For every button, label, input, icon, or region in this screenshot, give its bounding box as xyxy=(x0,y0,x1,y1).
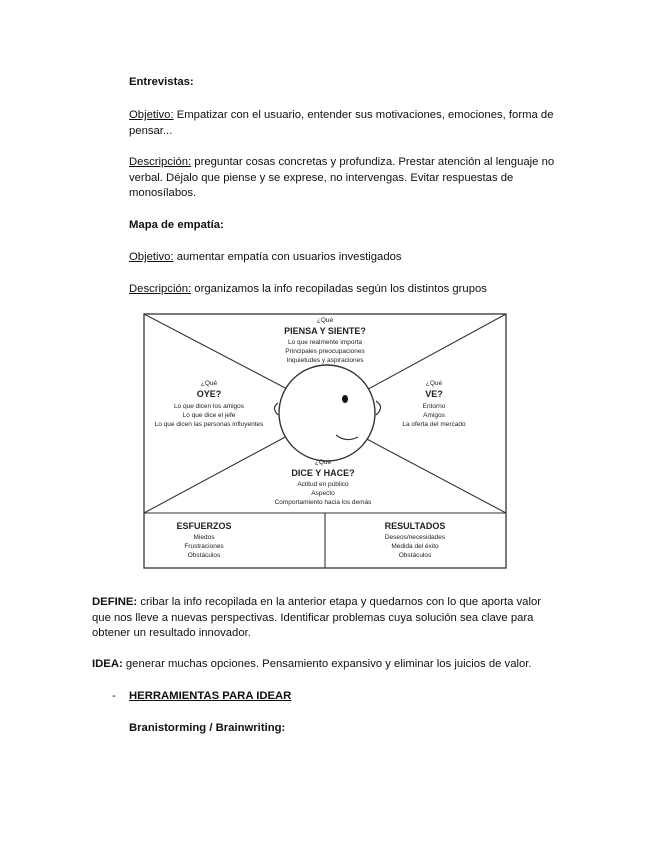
define-paragraph xyxy=(92,595,562,642)
top-line: Principales preocupaciones xyxy=(285,348,365,355)
empathy-map-objective xyxy=(129,250,569,266)
define-text: cribar la info recopilada en la anterior etapa y quedarnos con lo que aporta valor que nos lleve a nuevas perspectivas. Identificar problemas cuya solución sea clave para obtener un resultado innovador. xyxy=(92,596,542,639)
empathy-map-description-label: Descripción: xyxy=(129,283,192,295)
head-icon xyxy=(279,365,375,461)
results-line: Medida del éxito xyxy=(391,543,439,550)
empathy-map-objective-label: Objetivo: xyxy=(129,251,174,263)
idea-label: IDEA: xyxy=(92,658,123,670)
efforts-title: ESFUERZOS xyxy=(176,521,232,531)
right-title: VE? xyxy=(425,389,443,399)
results-line: Obstáculos xyxy=(398,552,432,559)
left-line: Lo que dice el jefe xyxy=(182,412,236,419)
right-question: ¿Qué xyxy=(425,380,443,387)
bottom-line: Aspecto xyxy=(311,490,335,497)
interviews-objective-text: Empatizar con el usuario, entender sus motivaciones, emociones, forma de pensar... xyxy=(129,109,554,137)
interviews-objective-label: Objetivo: xyxy=(129,109,174,121)
empathy-map-description xyxy=(129,282,569,298)
idea-paragraph xyxy=(92,657,562,673)
bottom-line: Comportamiento hacia los demás xyxy=(274,499,372,506)
empathy-map-diagram xyxy=(143,313,507,569)
bottom-title: DICE Y HACE? xyxy=(291,468,355,478)
left-line: Lo que dicen los amigos xyxy=(173,403,245,410)
brainstorming-heading: Branistorming / Brainwriting: xyxy=(129,722,286,734)
efforts-line: Obstáculos xyxy=(187,552,221,559)
tools-heading: HERRAMIENTAS PARA IDEAR xyxy=(129,690,292,702)
right-line: La oferta del mercado xyxy=(402,421,466,428)
top-question: ¿Qué xyxy=(316,317,334,324)
empathy-map-heading: Mapa de empatía: xyxy=(129,219,224,231)
results-title: RESULTADOS xyxy=(384,521,446,531)
left-title: OYE? xyxy=(196,389,222,399)
interviews-description-text: preguntar cosas concretas y profundiza. Prestar atención al lenguaje no verbal. Déjalo que piense y se exprese, no intervengas. Evitar respuestas de monosílabos. xyxy=(129,156,555,199)
top-line: Inquietudes y aspiraciones xyxy=(286,357,364,364)
right-line: Amigos xyxy=(423,412,445,419)
efforts-line: Frustraciones xyxy=(184,543,224,550)
empathy-map-description-text: organizamos la info recopiladas según los distintos grupos xyxy=(191,283,487,295)
results-line: Deseos/necesidades xyxy=(384,534,446,541)
eye-icon xyxy=(342,395,348,403)
interviews-description xyxy=(129,155,559,202)
interviews-heading: Entrevistas: xyxy=(129,76,194,88)
empathy-map-objective-text: aumentar empatía con usuarios investigados xyxy=(173,251,402,263)
idea-text: generar muchas opciones. Pensamiento expansivo y eliminar los juicios de valor. xyxy=(122,658,532,670)
top-line: Lo que realmente importa xyxy=(287,339,363,346)
bottom-line: Actitud en público xyxy=(297,481,349,488)
top-title: PIENSA Y SIENTE? xyxy=(284,326,366,336)
interviews-description-label: Descripción: xyxy=(129,156,192,168)
left-question: ¿Qué xyxy=(200,380,218,387)
right-line: Entorno xyxy=(422,403,446,410)
bottom-question: ¿Qué xyxy=(314,459,332,466)
define-label: DEFINE: xyxy=(92,596,138,608)
interviews-objective xyxy=(129,108,559,139)
efforts-line: Miedos xyxy=(193,534,215,541)
left-line: Lo que dicen las personas influyentes xyxy=(154,421,264,428)
tools-bullet: - xyxy=(112,690,116,702)
